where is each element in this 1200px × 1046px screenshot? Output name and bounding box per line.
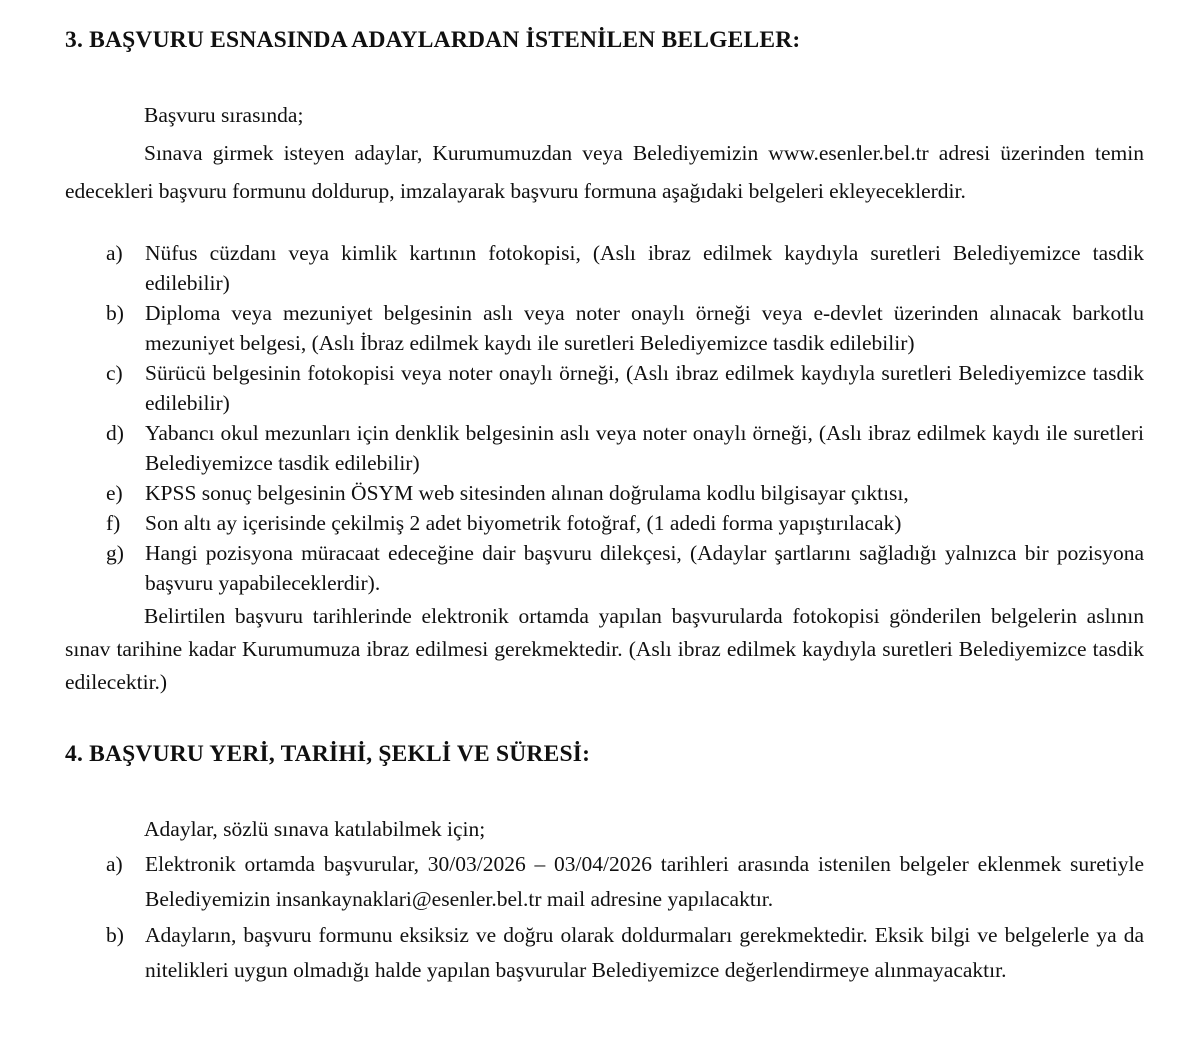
application-rules-list	[65, 847, 1144, 988]
section-4-heading: 4. BAŞVURU YERİ, TARİHİ, ŞEKLİ VE SÜRESİ:	[65, 741, 591, 767]
list-item-text: Son altı ay içerisinde çekilmiş 2 adet biyometrik fotoğraf, (1 adedi forma yapıştırılacak)	[145, 511, 902, 535]
list-item	[65, 538, 1144, 598]
list-item-marker: d)	[106, 421, 124, 445]
list-item	[65, 508, 1144, 538]
section-3-intro-paragraph-2: Sınava girmek isteyen adaylar, Kurumumuzdan veya Belediyemizin www.esenler.bel.tr adresi üzerinden temin edecekleri başvuru formunu doldurup, imzalayarak başvuru formuna aşağıdaki belgeleri ekleyeceklerdir.	[65, 141, 1144, 203]
list-item	[65, 238, 1144, 298]
list-item-marker: f)	[106, 511, 121, 535]
list-item-text: KPSS sonuç belgesinin ÖSYM web sitesinden alınan doğrulama kodlu bilgisayar çıktısı,	[145, 481, 909, 505]
list-item-text: Adayların, başvuru formunu eksiksiz ve doğru olarak doldurmaları gerekmektedir. Eksik bilgi ve belgelerle ya da nitelikleri uygun olmadığı halde yapılan başvurular Belediyemizce değerlendirmeye alınmayacaktır.	[145, 923, 1144, 982]
list-item-text: Sürücü belgesinin fotokopisi veya noter onaylı örneği, (Aslı ibraz edilmek kaydıyla suretleri Belediyemizce tasdik edilebilir)	[145, 361, 1144, 415]
list-item-text: Nüfus cüzdanı veya kimlik kartının fotokopisi, (Aslı ibraz edilmek kaydıyla suretleri Belediyemizce tasdik edilebilir)	[145, 241, 1144, 295]
section-3-intro	[65, 96, 1144, 210]
list-item-marker: a)	[106, 852, 123, 876]
list-item-marker: e)	[106, 481, 123, 505]
section-3-heading: 3. BAŞVURU ESNASINDA ADAYLARDAN İSTENİLEN BELGELER:	[65, 27, 801, 53]
list-item	[65, 847, 1144, 917]
list-item	[65, 918, 1144, 988]
list-item	[65, 418, 1144, 478]
section-required-documents	[65, 26, 1144, 699]
required-documents-list	[65, 238, 1144, 598]
list-item	[65, 298, 1144, 358]
section-3-closing-paragraph: Belirtilen başvuru tarihlerinde elektronik ortamda yapılan başvurularda fotokopisi gönderilen belgelerin aslının sınav tarihine kadar Kurumumuza ibraz edilmesi gerekmektedir. (Aslı ibraz edilmek kaydıyla suretleri Belediyemizce tasdik edilecektir.)	[65, 604, 1144, 694]
list-item-marker: g)	[106, 541, 124, 565]
section-application-place-date	[65, 740, 1144, 988]
section-3-intro-paragraph-1: Başvuru sırasında;	[144, 103, 304, 127]
list-item-text: Elektronik ortamda başvurular, 30/03/2026 – 03/04/2026 tarihleri arasında istenilen belgeler eklenmek suretiyle Belediyemizin insankaynaklari@esenler.bel.tr mail adresine yapılacaktır.	[145, 852, 1144, 911]
list-item-marker: c)	[106, 361, 123, 385]
list-item	[65, 358, 1144, 418]
list-item-marker: b)	[106, 301, 124, 325]
list-item-marker: a)	[106, 241, 123, 265]
list-item	[65, 478, 1144, 508]
list-item-text: Diploma veya mezuniyet belgesinin aslı veya noter onaylı örneği veya e-devlet üzerinden alınacak barkotlu mezuniyet belgesi, (Aslı İbraz edilmek kaydı ile suretleri Belediyemizce tasdik edilebilir)	[145, 301, 1144, 355]
list-item-marker: b)	[106, 923, 124, 947]
section-4-intro-paragraph: Adaylar, sözlü sınava katılabilmek için;	[144, 817, 486, 841]
list-item-text: Yabancı okul mezunları için denklik belgesinin aslı veya noter onaylı örneği, (Aslı ibraz edilmek kaydı ile suretleri Belediyemizce tasdik edilebilir)	[145, 421, 1144, 475]
list-item-text: Hangi pozisyona müracaat edeceğine dair başvuru dilekçesi, (Adaylar şartlarını sağladığı yalnızca bir pozisyona başvuru yapabileceklerdir).	[145, 541, 1144, 595]
